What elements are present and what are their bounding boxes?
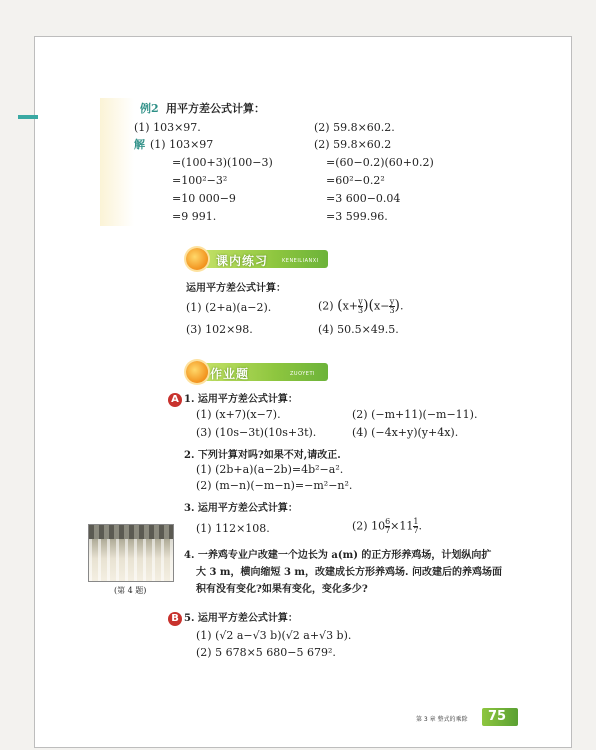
paren-close-1: ) [363, 297, 369, 314]
photo-caption: (第 4 题) [114, 586, 147, 595]
photo-roof [89, 525, 173, 539]
solution-2-line-3: =60²−0.2² [326, 174, 385, 187]
example-highlight [100, 98, 134, 226]
level-a-badge: A [168, 393, 182, 407]
q2-frac-2-den: 3 [389, 306, 395, 315]
hw-q5: 5. 运用平方差公式计算： [184, 613, 298, 624]
practice-title: 课内练习 [216, 254, 269, 268]
practice-subtitle: KENEILIANXI [282, 258, 319, 264]
hw-q2a: (1) (2b+a)(a−2b)=4b²−a². [196, 463, 344, 476]
chicken-farm-photo [88, 524, 174, 582]
example-problem-1: (1) 103×97. [134, 121, 201, 134]
q2-frac-1-num: y [358, 297, 363, 306]
example-problem-2: (2) 59.8×60.2. [314, 121, 395, 134]
homework-title: 作业题 [210, 367, 250, 381]
hw-q5a: (1) (√2 a−√3 b)(√2 a+√3 b). [196, 629, 352, 642]
solution-2-line-4: =3 600−0.04 [326, 192, 401, 205]
hw-q1c: (3) (10s−3t)(10s+3t). [196, 426, 317, 439]
page-number: 75 [488, 709, 507, 724]
example-label: 例2 [140, 102, 159, 115]
paren-open-1: ( [337, 297, 343, 314]
hw-q4-line-2: 大 3 m，横向缩短 3 m，改建成长方形养鸡场. 问改建后的养鸡场面 [196, 567, 502, 578]
hw-q2: 2. 下列计算对吗?如果不对,请改正. [184, 450, 341, 461]
frac-1-den: 7 [385, 526, 391, 535]
practice-q3: (3) 102×98. [186, 323, 253, 336]
solution-2-line-5: =3 599.96. [326, 210, 388, 223]
solution-1-line-2: =(100+3)(100−3) [172, 156, 273, 169]
practice-q4: (4) 50.5×49.5. [318, 323, 399, 336]
hw-q3b-prefix: (2) 10 [352, 519, 386, 533]
hw-q3b-end: . [418, 519, 422, 533]
hw-q1a: (1) (x+7)(x−7). [196, 408, 281, 421]
hw-q4-line-1: 4. 一养鸡专业户改建一个边长为 a(m) 的正方形养鸡场，计划纵向扩 [184, 550, 492, 561]
hw-q3b [352, 518, 422, 535]
solution-label: 解 [134, 138, 145, 151]
solution-1-line-1: (1) 103×97 [150, 138, 214, 151]
hw-q5b: (2) 5 678×5 680−5 679². [196, 646, 336, 659]
q2-frac-2-num: y [389, 297, 395, 306]
hw-q1d: (4) (−4x+y)(y+4x). [352, 426, 459, 439]
sun-icon [186, 248, 208, 270]
practice-q2: (2) (x+ $\frac{y}{3}$ )(x− $\frac{y}{3}$ ). [318, 297, 404, 315]
solution-1-line-4: =10 000−9 [172, 192, 236, 205]
chapter-footer: 第 3 章 整式的乘除 [416, 716, 468, 723]
sun-icon [186, 361, 208, 383]
q2-term-2: x− [374, 299, 390, 313]
solution-2-line-2: =(60−0.2)(60+0.2) [326, 156, 434, 169]
solution-1-line-3: =100²−3² [172, 174, 228, 187]
practice-intro: 运用平方差公式计算： [186, 283, 286, 294]
paren-close-2: ) [394, 297, 400, 314]
solution-2-line-1: (2) 59.8×60.2 [314, 138, 392, 151]
hw-q3: 3. 运用平方差公式计算： [184, 503, 298, 514]
hw-q3a: (1) 112×108. [196, 522, 270, 535]
homework-subtitle: ZUOYETI [290, 371, 315, 377]
practice-q2-prefix: (2) [318, 299, 334, 313]
frac-2-num: 1 [413, 517, 419, 526]
frac-1-num: 6 [385, 517, 391, 526]
hw-q2b: (2) (m−n)(−m−n)=−m²−n². [196, 479, 353, 492]
q2-term-1: x+ [342, 299, 358, 313]
level-b-badge: B [168, 612, 182, 626]
example-title: 用平方差公式计算： [166, 102, 265, 115]
hw-q3b-mid: ×11 [390, 519, 414, 533]
solution-1-line-5: =9 991. [172, 210, 217, 223]
hw-q1: 1. 运用平方差公式计算： [184, 394, 298, 405]
hw-q1b: (2) (−m+11)(−m−11). [352, 408, 478, 421]
practice-q1: (1) (2+a)(a−2). [186, 301, 272, 314]
paren-open-2: ( [368, 297, 375, 314]
q2-frac-1-den: 3 [357, 306, 364, 315]
hw-q4-line-3: 积有没有变化?如果有变化，变化多少? [196, 584, 368, 595]
frac-2-den: 7 [413, 526, 419, 535]
margin-marker [18, 115, 38, 119]
